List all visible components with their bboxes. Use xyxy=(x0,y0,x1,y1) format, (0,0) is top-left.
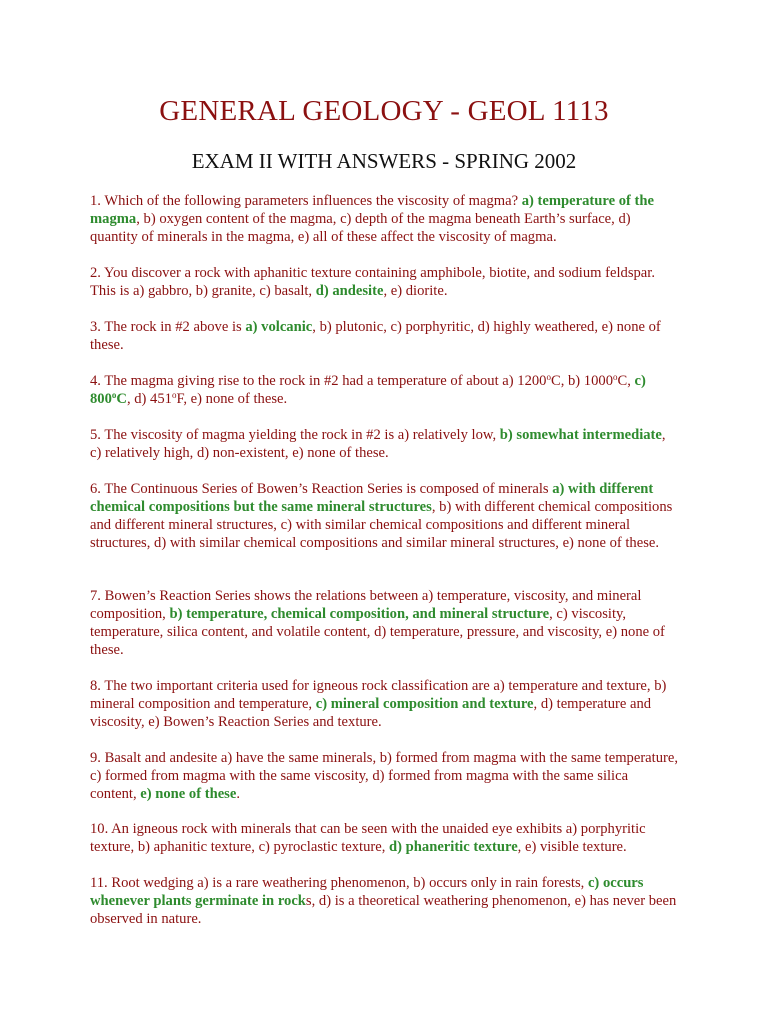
correct-answer: e) none of these xyxy=(140,786,237,802)
question-1 xyxy=(90,192,678,246)
question-6 xyxy=(90,480,678,552)
question-3 xyxy=(90,318,678,354)
question-text: , c) relatively high, d) non-existent, e) none of these. xyxy=(90,427,666,461)
question-text: F, e) none of these. xyxy=(176,391,288,407)
question-text: . xyxy=(236,786,240,802)
correct-answer: d) phaneritic texture xyxy=(389,839,518,855)
question-text: , e) diorite. xyxy=(383,283,448,299)
question-text: 5. The viscosity of magma yielding the rock in #2 is a) relatively low, xyxy=(90,427,500,443)
question-text: , d) temperature and viscosity, e) Bowen’s Reaction Series and texture. xyxy=(90,696,652,730)
question-text: 6. The Continuous Series of Bowen’s Reaction Series is composed of minerals xyxy=(90,481,553,497)
question-text: , d) 451 xyxy=(126,391,172,407)
degree-superscript: o xyxy=(111,390,117,400)
correct-answer: a) temperature of the magma xyxy=(90,193,654,227)
question-10 xyxy=(90,820,678,856)
question-text: , e) visible texture. xyxy=(517,839,627,855)
question-4 xyxy=(90,372,678,408)
correct-answer: c) occurs whenever plants germinate in rock xyxy=(90,875,644,909)
question-11 xyxy=(90,874,678,928)
degree-superscript: o xyxy=(546,372,551,382)
degree-superscript: o xyxy=(613,372,618,382)
question-text: 11. Root wedging a) is a rare weathering phenomenon, b) occurs only in rain forests, xyxy=(90,875,588,891)
question-text: , b) plutonic, c) porphyritic, d) highly weathered, e) none of these. xyxy=(90,319,661,353)
question-text: 8. The two important criteria used for igneous rock classification are a) temperature and texture, b) mineral composition and temperature, xyxy=(90,678,667,712)
question-text: C, b) 1000 xyxy=(550,373,613,389)
question-text: 7. Bowen’s Reaction Series shows the relations between a) temperature, viscosity, and mineral composition, xyxy=(90,588,642,622)
question-9 xyxy=(90,749,678,803)
question-text: 10. An igneous rock with minerals that can be seen with the unaided eye exhibits a) porphyritic texture, b) aphanitic texture, c) pyroclastic texture, xyxy=(90,821,646,855)
correct-answer: a) with different chemical compositions but the same mineral structures xyxy=(90,481,654,515)
question-text: , b) oxygen content of the magma, c) depth of the magma beneath Earth’s surface, d) quantity of minerals in the magma, e) all of these affect the viscosity of magma. xyxy=(90,211,631,245)
question-2 xyxy=(90,264,678,300)
question-text: C, xyxy=(617,373,635,389)
question-8 xyxy=(90,677,678,731)
correct-answer: b) somewhat intermediate xyxy=(499,427,662,443)
correct-answer: b) temperature, chemical composition, and mineral structure xyxy=(169,606,550,622)
correct-answer: c) 800 xyxy=(90,373,646,407)
correct-answer: C xyxy=(116,391,127,407)
correct-answer: d) andesite xyxy=(315,283,384,299)
question-7 xyxy=(90,587,678,659)
question-5 xyxy=(90,426,678,462)
question-text: , b) with different chemical compositions and different mineral structures, c) with similar chemical compositions and different mineral structures, d) with similar chemical compositions and similar mineral structures, e) none of these. xyxy=(90,499,673,551)
degree-superscript: o xyxy=(171,390,177,400)
question-text: , c) viscosity, temperature, silica content, and volatile content, d) temperature, pressure, and viscosity, e) none of these. xyxy=(90,606,665,658)
question-text: 2. You discover a rock with aphanitic texture containing amphibole, biotite, and sodium feldspar. This is a) gabbro, b) granite, c) basalt, xyxy=(90,265,655,299)
correct-answer: c) mineral composition and texture xyxy=(315,696,534,712)
question-text: 3. The rock in #2 above is xyxy=(90,319,246,335)
question-text: 9. Basalt and andesite a) have the same minerals, b) formed from magma with the same temperature, c) formed from magma with the same viscosity, d) formed from magma with the same silica content, xyxy=(90,750,678,802)
question-text: s, d) is a theoretical weathering phenomenon, e) has never been observed in nature. xyxy=(90,893,677,927)
page-title: GENERAL GEOLOGY - GEOL 1113 xyxy=(159,95,609,127)
question-text: 4. The magma giving rise to the rock in #2 had a temperature of about a) 1200 xyxy=(90,373,547,389)
page-subtitle: EXAM II WITH ANSWERS - SPRING 2002 xyxy=(191,149,577,173)
correct-answer: a) volcanic xyxy=(245,319,313,335)
question-text: 1. Which of the following parameters influences the viscosity of magma? xyxy=(90,193,522,209)
